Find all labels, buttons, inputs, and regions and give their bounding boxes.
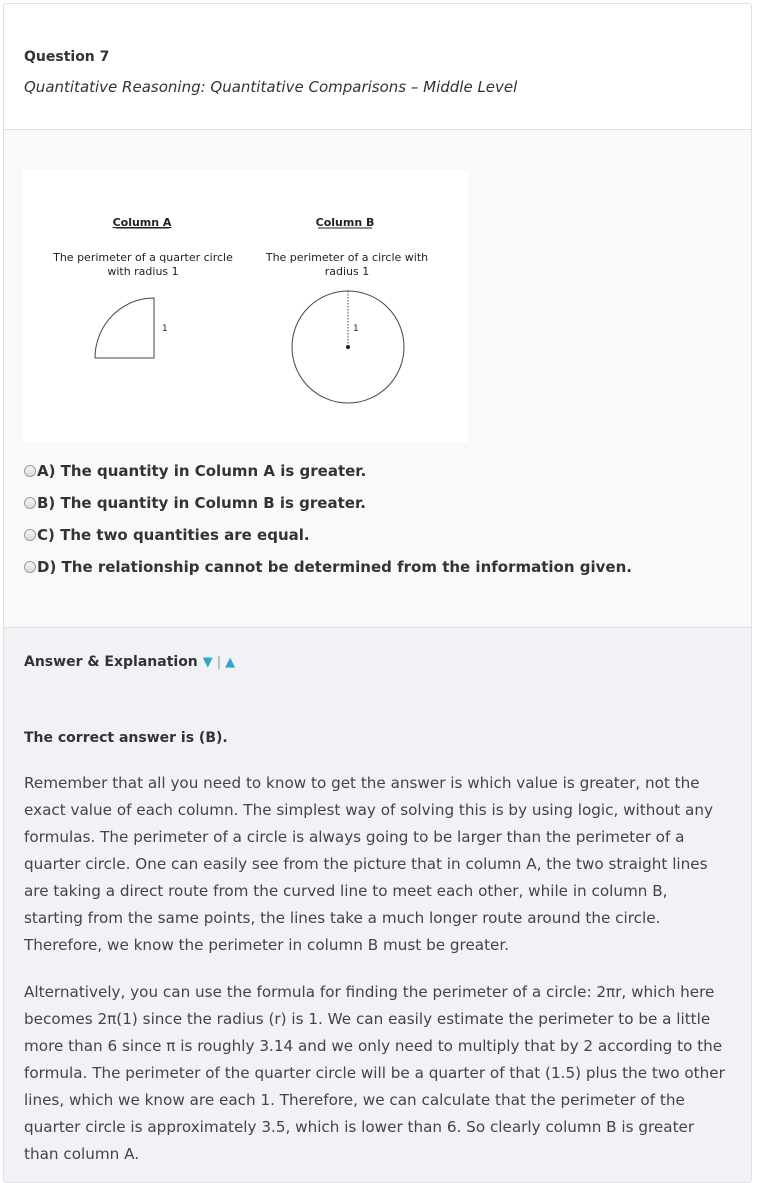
column-a-radius-label: 1 (162, 324, 168, 334)
radio-option-d[interactable] (24, 561, 36, 573)
correct-answer: The correct answer is (B). (24, 730, 228, 746)
question-header (4, 4, 751, 130)
option-c-label: C) The two quantities are equal. (37, 526, 310, 544)
question-subtitle: Quantitative Reasoning: Quantitative Comparisons – Middle Level (24, 78, 518, 96)
toggle-separator: | (216, 654, 222, 670)
quarter-circle-shape (95, 298, 154, 358)
column-a-desc-line2: with radius 1 (107, 265, 179, 278)
column-b-title: Column B (315, 216, 375, 229)
circle-center-dot (346, 345, 350, 349)
option-d[interactable] (24, 551, 632, 583)
expand-down-icon[interactable]: ▼ (202, 654, 213, 670)
option-a-label: A) The quantity in Column A is greater. (37, 462, 367, 480)
question-number: Question 7 (24, 49, 110, 65)
column-a-title: Column A (112, 216, 172, 229)
column-a-desc-line1: The perimeter of a quarter circle (53, 251, 233, 264)
column-b-radius-label: 1 (353, 324, 359, 334)
radio-option-c[interactable] (24, 529, 36, 541)
question-figure (23, 170, 468, 442)
explanation-paragraph-1: Remember that all you need to know to get the answer is which value is greater, not the exact value of each column. The simplest way of solving this is by using logic, without any formulas. The perimeter of a circle is always going to be larger than the perimeter of a quarter circle. One can easily see from the picture that in column A, the two straight lines are taking a direct route from the curved line to meet each other, while in column B, starting from the same points, the lines take a much longer route around the circle. Therefore, we know the perimeter in column B must be greater. (24, 774, 713, 954)
option-b[interactable] (24, 487, 632, 519)
explanation-paragraph-2: Alternatively, you can use the formula for finding the perimeter of a circle: 2πr, which here becomes 2π(1) since the radius (r) is 1. We can easily estimate the perimeter to be a little more than 6 since π is roughly 3.14 and we only need to multiply that by 2 according to the formula. The perimeter of the quarter circle will be a quarter of that (1.5) plus the two other lines, which we know are each 1. Therefore, we can calculate that the perimeter of the quarter circle is approximately 3.5, which is lower than 6. So clearly column B is greater than column A. (24, 983, 725, 1163)
column-b-desc-line2: radius 1 (324, 265, 370, 278)
option-b-label: B) The quantity in Column B is greater. (37, 494, 366, 512)
answer-options (24, 455, 632, 583)
answer-explanation-title: Answer & Explanation (24, 654, 198, 670)
option-a[interactable] (24, 455, 632, 487)
answer-explanation-header (24, 628, 729, 670)
question-body (4, 130, 751, 628)
radio-option-a[interactable] (24, 465, 36, 477)
question-card (3, 3, 752, 1183)
option-d-label: D) The relationship cannot be determined from the information given. (37, 558, 632, 576)
collapse-up-icon[interactable]: ▲ (225, 654, 236, 670)
answer-explanation-panel (4, 628, 751, 1183)
column-b-desc-line1: The perimeter of a circle with (265, 251, 429, 264)
figure-svg (23, 170, 468, 442)
option-c[interactable] (24, 519, 632, 551)
radio-option-b[interactable] (24, 497, 36, 509)
